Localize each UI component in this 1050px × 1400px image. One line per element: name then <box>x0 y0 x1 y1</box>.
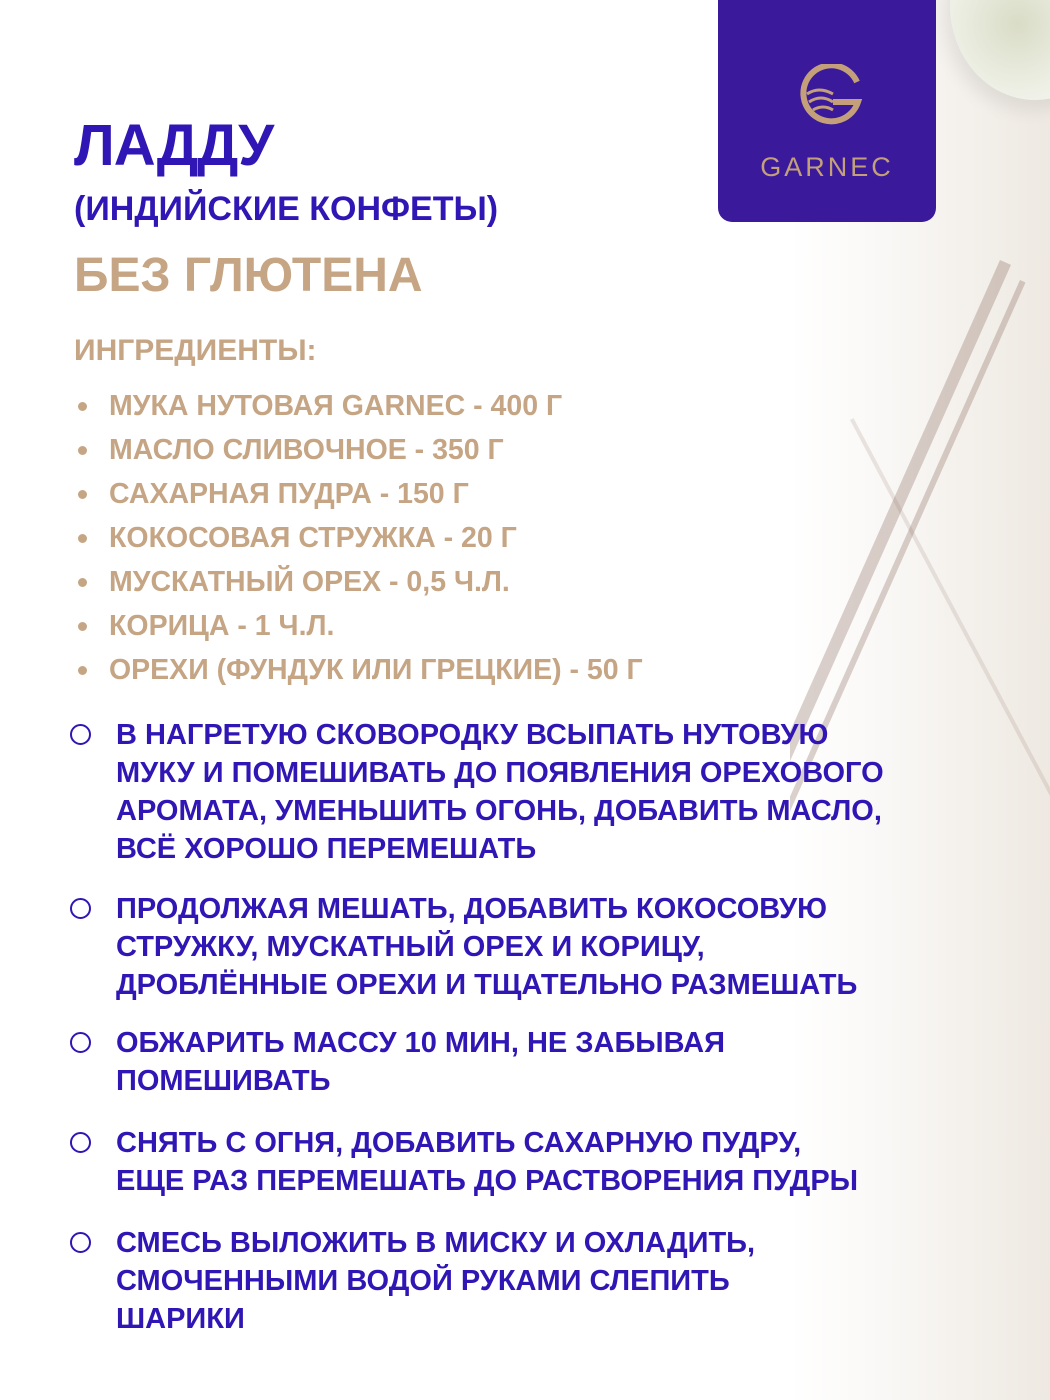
brand-logo <box>718 0 936 222</box>
step-item <box>68 1024 968 1100</box>
step-text: СМЕСЬ ВЫЛОЖИТЬ В МИСКУ И ОХЛАДИТЬ, СМОЧЕННЫМИ ВОДОЙ РУКАМИ СЛЕПИТЬ ШАРИКИ <box>116 1227 756 1335</box>
circle-bullet-icon <box>70 724 91 745</box>
step-text: СНЯТЬ С ОГНЯ, ДОБАВИТЬ САХАРНУЮ ПУДРУ, ЕЩЕ РАЗ ПЕРЕМЕШАТЬ ДО РАСТВОРЕНИЯ ПУДРЫ <box>116 1127 859 1197</box>
step-item <box>68 1224 968 1338</box>
step-item <box>68 1124 968 1200</box>
ingredient-item <box>74 604 643 648</box>
bullet-icon <box>78 578 87 587</box>
bullet-icon <box>78 446 87 455</box>
step-item <box>68 890 968 1004</box>
ingredient-text: САХАРНАЯ ПУДРА - 150 Г <box>109 477 469 510</box>
ingredients-list <box>74 384 643 692</box>
circle-bullet-icon <box>70 1132 91 1153</box>
ingredient-item <box>74 472 643 516</box>
step-text: ПРОДОЛЖАЯ МЕШАТЬ, ДОБАВИТЬ КОКОСОВУЮ СТРУЖКУ, МУСКАТНЫЙ ОРЕХ И КОРИЦУ, ДРОБЛЁННЫЕ ОРЕХИ И ТЩАТЕЛЬНО РАЗМЕШАТЬ <box>116 893 858 1001</box>
ingredient-item <box>74 648 643 692</box>
bowl-image <box>950 0 1050 100</box>
bullet-icon <box>78 666 87 675</box>
ingredient-text: МАСЛО СЛИВОЧНОЕ - 350 Г <box>109 433 504 466</box>
gluten-free-tag: БЕЗ ГЛЮТЕНА <box>74 249 423 302</box>
bullet-icon <box>78 490 87 499</box>
ingredient-item <box>74 428 643 472</box>
ingredient-text: КОКОСОВАЯ СТРУЖКА - 20 Г <box>109 521 517 554</box>
steps-list <box>68 716 968 1338</box>
ingredient-item <box>74 516 643 560</box>
ingredient-item <box>74 560 643 604</box>
ingredients-heading: ИНГРЕДИЕНТЫ: <box>74 334 317 367</box>
bullet-icon <box>78 534 87 543</box>
step-text: ОБЖАРИТЬ МАССУ 10 МИН, НЕ ЗАБЫВАЯ ПОМЕШИВАТЬ <box>116 1027 725 1097</box>
step-item <box>68 716 968 868</box>
brand-name: GARNEC <box>760 152 894 182</box>
circle-bullet-icon <box>70 1232 91 1253</box>
circle-bullet-icon <box>70 898 91 919</box>
ingredient-text: МУСКАТНЫЙ ОРЕХ - 0,5 Ч.Л. <box>109 565 510 598</box>
bullet-icon <box>78 402 87 411</box>
ingredient-item <box>74 384 643 428</box>
garnec-logo-icon <box>797 64 863 130</box>
recipe-subtitle: (ИНДИЙСКИЕ КОНФЕТЫ) <box>74 190 499 228</box>
ingredient-text: МУКА НУТОВАЯ GARNEC - 400 Г <box>109 389 563 422</box>
ingredient-text: КОРИЦА - 1 Ч.Л. <box>109 609 335 642</box>
circle-bullet-icon <box>70 1032 91 1053</box>
recipe-title: ЛАДДУ <box>74 113 274 178</box>
ingredient-text: ОРЕХИ (ФУНДУК ИЛИ ГРЕЦКИЕ) - 50 Г <box>109 653 643 686</box>
bullet-icon <box>78 622 87 631</box>
step-text: В НАГРЕТУЮ СКОВОРОДКУ ВСЫПАТЬ НУТОВУЮ МУКУ И ПОМЕШИВАТЬ ДО ПОЯВЛЕНИЯ ОРЕХОВОГО АРОМАТА, УМЕНЬШИТЬ ОГОНЬ, ДОБАВИТЬ МАСЛО, ВСЁ ХОРОШО ПЕРЕМЕШАТЬ <box>116 719 884 865</box>
